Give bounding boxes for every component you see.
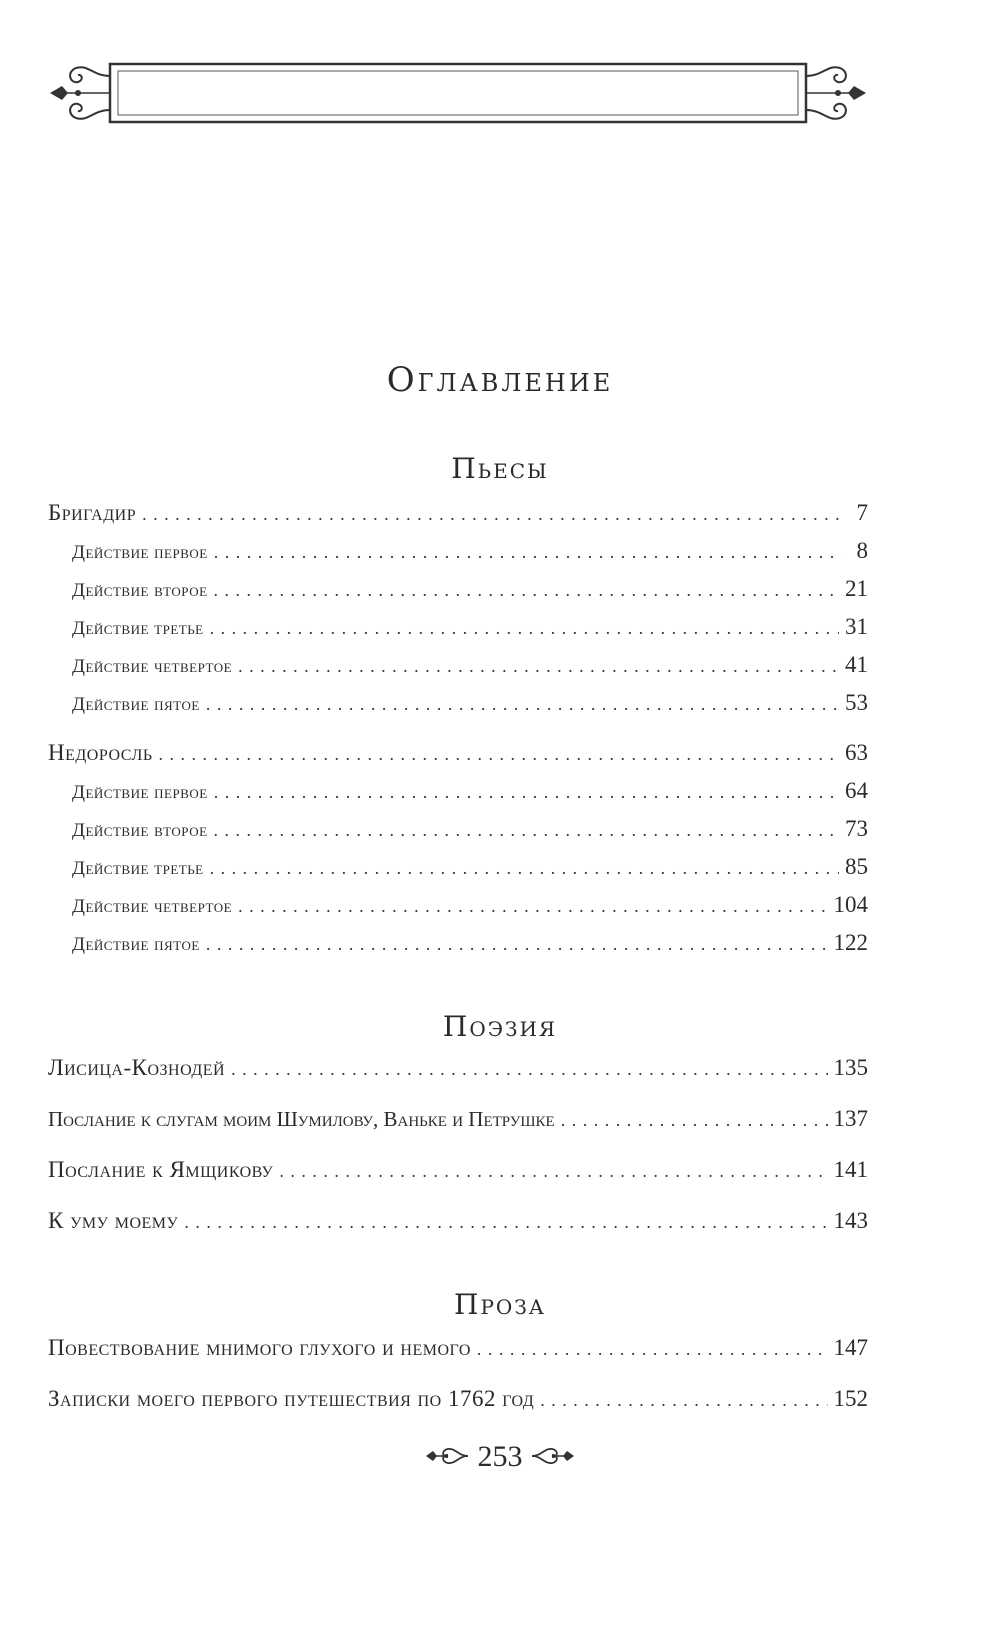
toc-entry-page: 21	[845, 576, 868, 601]
toc-entry-label: Действие пятое	[72, 934, 200, 955]
dot-leader	[210, 618, 839, 639]
header-ornament-frame	[48, 56, 868, 130]
toc-entry-page: 7	[856, 500, 868, 525]
toc-entry-page: 31	[845, 614, 868, 639]
toc-entry-page: 143	[833, 1208, 868, 1233]
toc-entry-page: 63	[845, 740, 868, 765]
toc-entry-label: Действие третье	[72, 858, 204, 879]
dot-leader	[540, 1390, 827, 1411]
toc-entry-label: Записки моего первого путешествия по 1762 год	[48, 1386, 535, 1411]
toc-entry-label: Бригадир	[48, 500, 137, 525]
toc-entry-label: Действие первое	[72, 542, 208, 563]
toc-subentry[interactable]	[72, 816, 868, 850]
page-title: Оглавление	[386, 360, 614, 400]
section-heading-prose: Проза	[454, 1288, 546, 1321]
toc-subentry[interactable]	[72, 892, 868, 926]
toc-entry-page: 73	[845, 816, 868, 841]
right-flourish-icon	[530, 1442, 576, 1476]
dot-leader	[184, 1212, 827, 1233]
left-flourish-icon	[424, 1442, 470, 1476]
toc-entry[interactable]	[48, 1106, 868, 1140]
toc-entry-label: Лисица-Кознодей	[48, 1055, 226, 1080]
section-heading-poetry: Поэзия	[442, 1010, 558, 1043]
toc-entry[interactable]	[48, 1055, 868, 1089]
toc-entry-page: 85	[845, 854, 868, 879]
toc-entry-label: К уму моему	[48, 1208, 179, 1233]
toc-entry-label: Действие четвертое	[72, 896, 233, 917]
toc-entry-page: 41	[845, 652, 868, 677]
dot-leader	[477, 1339, 828, 1360]
toc-entry-page: 137	[833, 1106, 868, 1131]
toc-entry-label: Послание к слугам моим Шумилову, Ваньке и Петрушке	[48, 1107, 555, 1131]
dot-leader	[214, 542, 842, 563]
toc-entry[interactable]	[48, 1208, 868, 1242]
dot-leader	[206, 934, 828, 955]
dot-leader	[561, 1110, 828, 1131]
toc-subentry[interactable]	[72, 538, 868, 572]
toc-entry-page: 141	[833, 1157, 868, 1182]
dot-leader	[206, 694, 839, 715]
toc-entry-label: Повествование мнимого глухого и немого	[48, 1335, 471, 1360]
dot-leader	[214, 782, 839, 803]
dot-leader	[279, 1161, 827, 1182]
toc-entry-page: 147	[833, 1335, 868, 1360]
toc-subentry[interactable]	[72, 576, 868, 610]
toc-entry-label: Действие второе	[72, 820, 208, 841]
toc-entry-label: Послание к Ямщикову	[48, 1157, 274, 1182]
page-number: 253	[477, 1440, 523, 1473]
toc-entry-brigadir[interactable]	[48, 500, 868, 534]
toc-entry[interactable]	[48, 1157, 868, 1191]
toc-entry-page: 135	[833, 1055, 868, 1080]
dot-leader	[210, 858, 839, 879]
toc-entry-page: 53	[845, 690, 868, 715]
toc-subentry[interactable]	[72, 690, 868, 724]
toc-entry-page: 64	[845, 778, 868, 803]
toc-subentry[interactable]	[72, 854, 868, 888]
toc-entry-nedorosl[interactable]	[48, 740, 868, 774]
dot-leader	[214, 820, 839, 841]
toc-entry-label: Действие третье	[72, 618, 204, 639]
section-heading-plays: Пьесы	[451, 452, 549, 485]
dot-leader	[214, 580, 839, 601]
toc-subentry[interactable]	[72, 930, 868, 964]
dot-leader	[231, 1059, 827, 1080]
toc-subentry[interactable]	[72, 614, 868, 648]
toc-entry-label: Действие первое	[72, 782, 208, 803]
page-footer	[0, 1440, 1000, 1476]
dot-leader	[142, 504, 842, 525]
toc-entry[interactable]	[48, 1386, 868, 1420]
toc-entry[interactable]	[48, 1335, 868, 1369]
toc-entry-page: 122	[833, 930, 868, 955]
toc-entry-page: 104	[833, 892, 868, 917]
toc-entry-label: Действие четвертое	[72, 656, 233, 677]
toc-entry-label: Действие второе	[72, 580, 208, 601]
toc-subentry[interactable]	[72, 778, 868, 812]
toc-entry-label: Недоросль	[48, 740, 153, 765]
toc-entry-page: 152	[833, 1386, 868, 1411]
dot-leader	[238, 896, 827, 917]
toc-entry-label: Действие пятое	[72, 694, 200, 715]
ornament-frame-icon	[48, 56, 868, 130]
toc-subentry[interactable]	[72, 652, 868, 686]
toc-entry-page: 8	[856, 538, 868, 563]
dot-leader	[238, 656, 839, 677]
dot-leader	[159, 744, 839, 765]
